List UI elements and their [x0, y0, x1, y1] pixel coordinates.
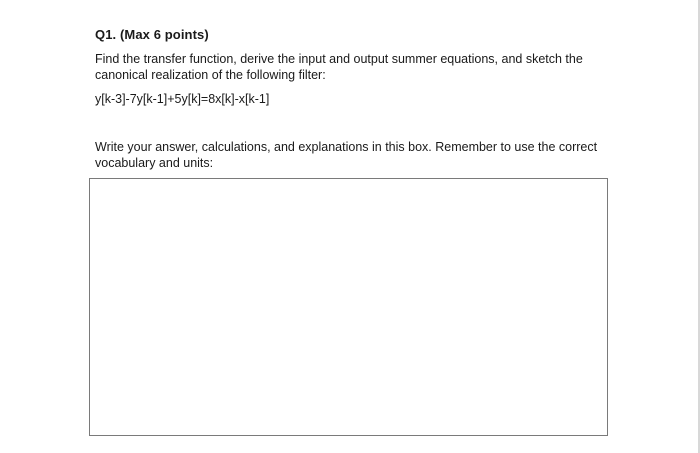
answer-instructions [95, 139, 615, 171]
question-title: Q1. (Max 6 points) [95, 27, 209, 42]
question-prompt [95, 51, 615, 83]
question-prompt-line-1: Find the transfer function, derive the input and output summer equations, and sketch the [95, 52, 583, 66]
filter-equation: y[k-3]-7y[k-1]+5y[k]=8x[k]-x[k-1] [95, 92, 270, 106]
question-prompt-line-2: canonical realization of the following filter: [95, 68, 326, 82]
answer-instructions-line-2: vocabulary and units: [95, 156, 214, 170]
answer-input-box[interactable] [89, 178, 608, 436]
answer-instructions-line-1: Write your answer, calculations, and explanations in this box. Remember to use the correct [95, 140, 598, 154]
